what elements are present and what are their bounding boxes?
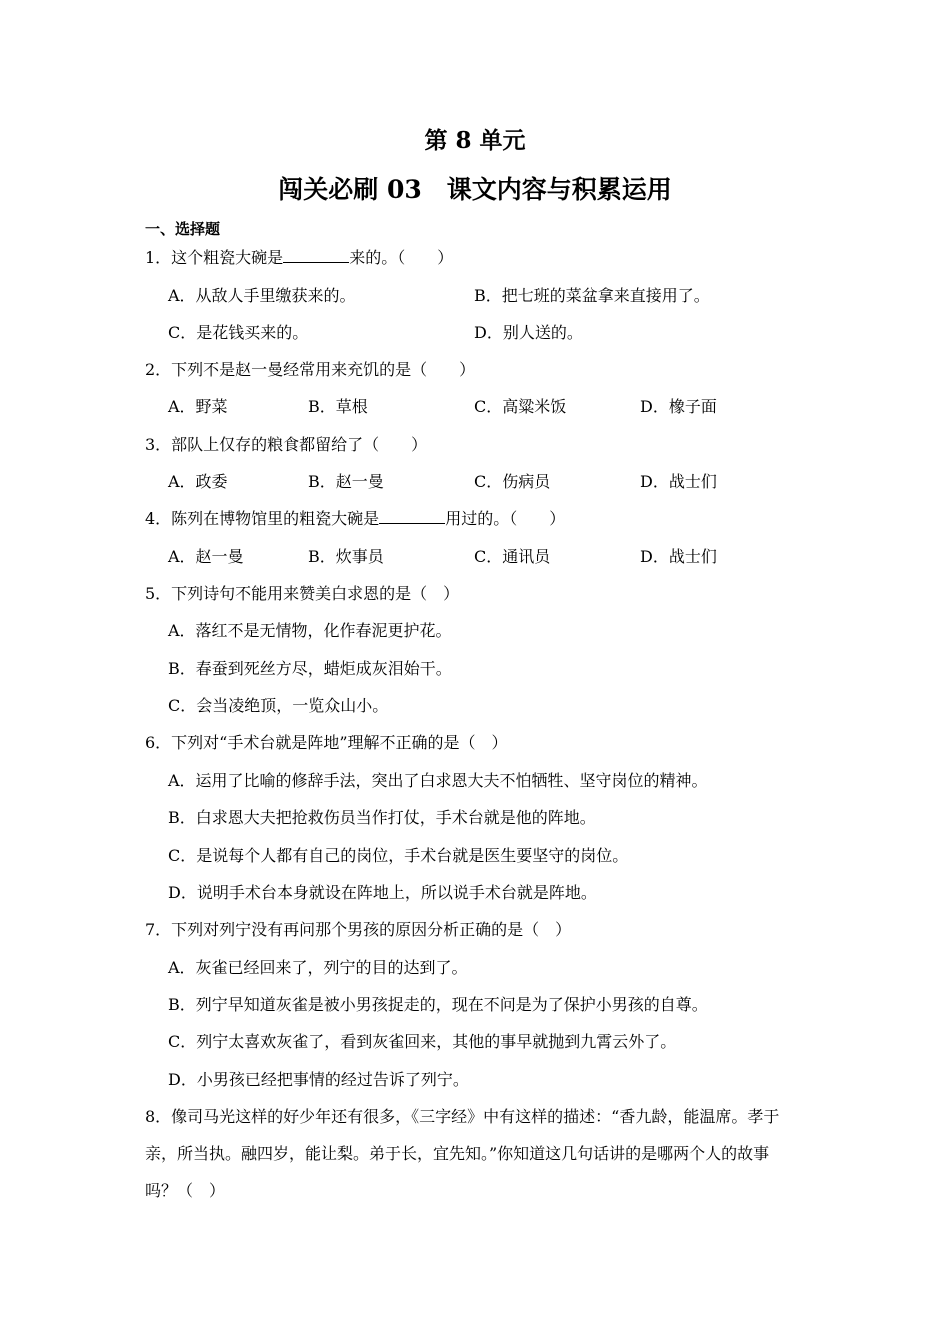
question-3-option-d: D．战士们 bbox=[640, 472, 717, 491]
question-3-option-a: A．政委 bbox=[168, 472, 228, 491]
question-4-option-d: D．战士们 bbox=[640, 547, 717, 566]
question-3-option-c: C．伤病员 bbox=[474, 472, 551, 491]
question-8-stem-line-1: 8．像司马光这样的好少年还有很多，《三字经》中有这样的描述：“香九龄，能温席。孝于 bbox=[145, 1107, 780, 1126]
question-1-option-a: A．从敌人手里缴获来的。 bbox=[168, 286, 356, 305]
question-7-option-d: D．小男孩已经把事情的经过告诉了列宁。 bbox=[168, 1070, 469, 1089]
question-8-stem-line-2: 亲，所当执。融四岁，能让梨。弟于长，宜先知。”你知道这几句话讲的是哪两个人的故事 bbox=[145, 1144, 770, 1163]
question-3-option-b: B．赵一曼 bbox=[308, 472, 384, 491]
question-6-option-c: C．是说每个人都有自己的岗位，手术台就是医生要坚守的岗位。 bbox=[168, 846, 629, 865]
question-8-stem-line-3: 吗？（ ） bbox=[145, 1181, 226, 1200]
question-6-option-d: D．说明手术台本身就设在阵地上，所以说手术台就是阵地。 bbox=[168, 883, 597, 902]
question-7-option-b: B．列宁早知道灰雀是被小男孩捉走的，现在不问是为了保护小男孩的自尊。 bbox=[168, 995, 708, 1014]
unit-title: 第 8 单元 bbox=[424, 127, 526, 154]
question-5-option-b: B．春蚕到死丝方尽，蜡炬成灰泪始干。 bbox=[168, 659, 452, 678]
section-heading: 一、选择题 bbox=[145, 220, 221, 238]
question-5-option-a: A．落红不是无情物，化作春泥更护花。 bbox=[168, 621, 452, 640]
page-title: 闯关必刷 03 课文内容与积累运用 bbox=[278, 175, 672, 204]
question-4-option-b: B．炊事员 bbox=[308, 547, 384, 566]
question-7-stem: 7．下列对列宁没有再问那个男孩的原因分析正确的是（ ） bbox=[145, 920, 572, 939]
question-2-option-c: C．高粱米饭 bbox=[474, 397, 567, 416]
question-3-stem: 3．部队上仅存的粮食都留给了（ ） bbox=[145, 435, 428, 454]
question-6-option-a: A．运用了比喻的修辞手法，突出了白求恩大夫不怕牺牲、坚守岗位的精神。 bbox=[168, 771, 708, 790]
question-2-option-a: A．野菜 bbox=[168, 397, 228, 416]
question-7-option-a: A．灰雀已经回来了，列宁的目的达到了。 bbox=[168, 958, 468, 977]
question-6-stem: 6．下列对“手术台就是阵地”理解不正确的是（ ） bbox=[145, 733, 508, 752]
question-7-option-c: C．列宁太喜欢灰雀了，看到灰雀回来，其他的事早就抛到九霄云外了。 bbox=[168, 1032, 677, 1051]
question-4-option-c: C．通讯员 bbox=[474, 547, 551, 566]
question-2-option-d: D．橡子面 bbox=[640, 397, 717, 416]
question-1-option-c: C．是花钱买来的。 bbox=[168, 323, 309, 342]
question-1-stem: 1．这个粗瓷大碗是 来的。（ ） bbox=[145, 248, 454, 267]
question-4-stem: 4．陈列在博物馆里的粗瓷大碗是 用过的。（ ） bbox=[145, 509, 566, 528]
question-4-option-a: A．赵一曼 bbox=[168, 547, 244, 566]
question-1-option-b: B．把七班的菜盆拿来直接用了。 bbox=[474, 286, 710, 305]
question-5-option-c: C．会当凌绝顶，一览众山小。 bbox=[168, 696, 389, 715]
question-5-stem: 5．下列诗句不能用来赞美白求恩的是（ ） bbox=[145, 584, 460, 603]
question-1-option-d: D．别人送的。 bbox=[474, 323, 583, 342]
question-2-option-b: B．草根 bbox=[308, 397, 368, 416]
answer-blank bbox=[379, 508, 445, 524]
question-2-stem: 2．下列不是赵一曼经常用来充饥的是（ ） bbox=[145, 360, 476, 379]
question-6-option-b: B．白求恩大夫把抢救伤员当作打仗，手术台就是他的阵地。 bbox=[168, 808, 596, 827]
answer-blank bbox=[283, 247, 349, 263]
